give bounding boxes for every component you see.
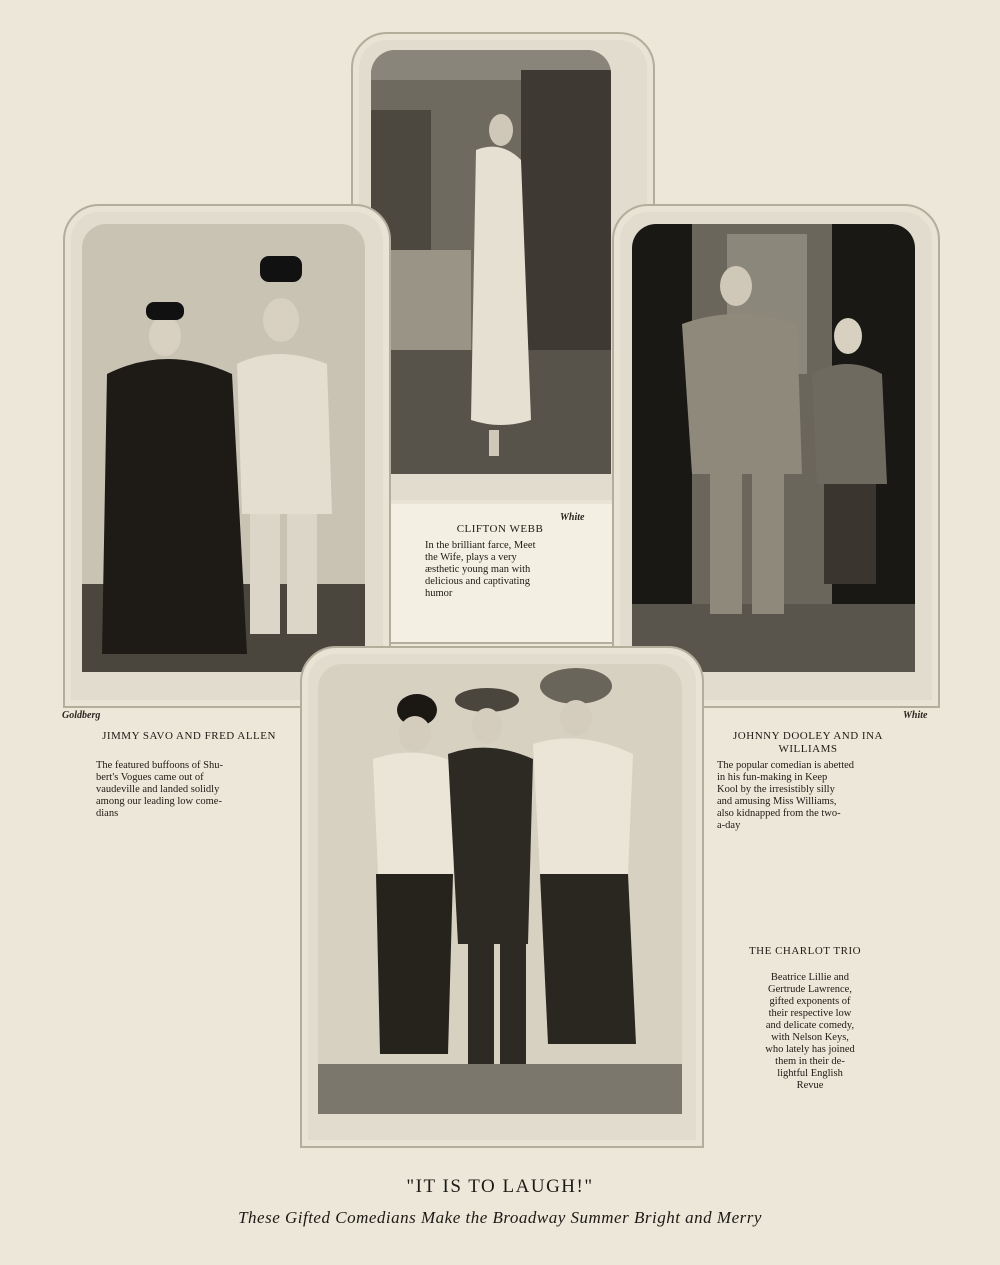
dooley-williams-caption-text: The popular comedian is abetted in his fun-making in Keep Kool by the irresistibly silly and amusing Miss Williams, also kidnapped from the two- a-day <box>717 760 855 831</box>
charlot-trio-caption-title: THE CHARLOT TRIO <box>748 945 862 957</box>
savo-allen-photo <box>82 224 365 672</box>
page-headline: "IT IS TO LAUGH!" <box>406 1176 594 1197</box>
clifton-webb-photo-credit: White <box>560 512 585 523</box>
clifton-webb-caption-text: In the brilliant farce, Meet the Wife, plays a very æsthetic young man with delicious and captivating humor <box>425 540 536 599</box>
savo-allen-photo-credit: Goldberg <box>62 710 101 721</box>
clifton-webb-caption-title: CLIFTON WEBB <box>456 523 544 535</box>
page-subheadline: These Gifted Comedians Make the Broadway Summer Bright and Merry <box>238 1208 762 1227</box>
savo-allen-caption-text: The featured buffoons of Shu- bert's Vogues came out of vaudeville and landed solidly among our leading low come- dians <box>96 760 223 819</box>
savo-allen-caption-title: JIMMY SAVO AND FRED ALLEN <box>102 730 276 742</box>
dooley-williams-photo-credit: White <box>903 710 928 721</box>
clifton-webb-photo <box>371 50 611 474</box>
charlot-trio-caption-text: Beatrice Lillie and Gertrude Lawrence, gifted exponents of their respective low and delicate comedy, with Nelson Keys, who lately has joined them in their de- lightful English Revue <box>765 972 855 1091</box>
dooley-williams-photo <box>632 224 915 672</box>
dooley-williams-caption-title: JOHNNY DOOLEY AND INA WILLIAMS <box>733 730 883 755</box>
charlot-trio-photo <box>318 664 682 1114</box>
